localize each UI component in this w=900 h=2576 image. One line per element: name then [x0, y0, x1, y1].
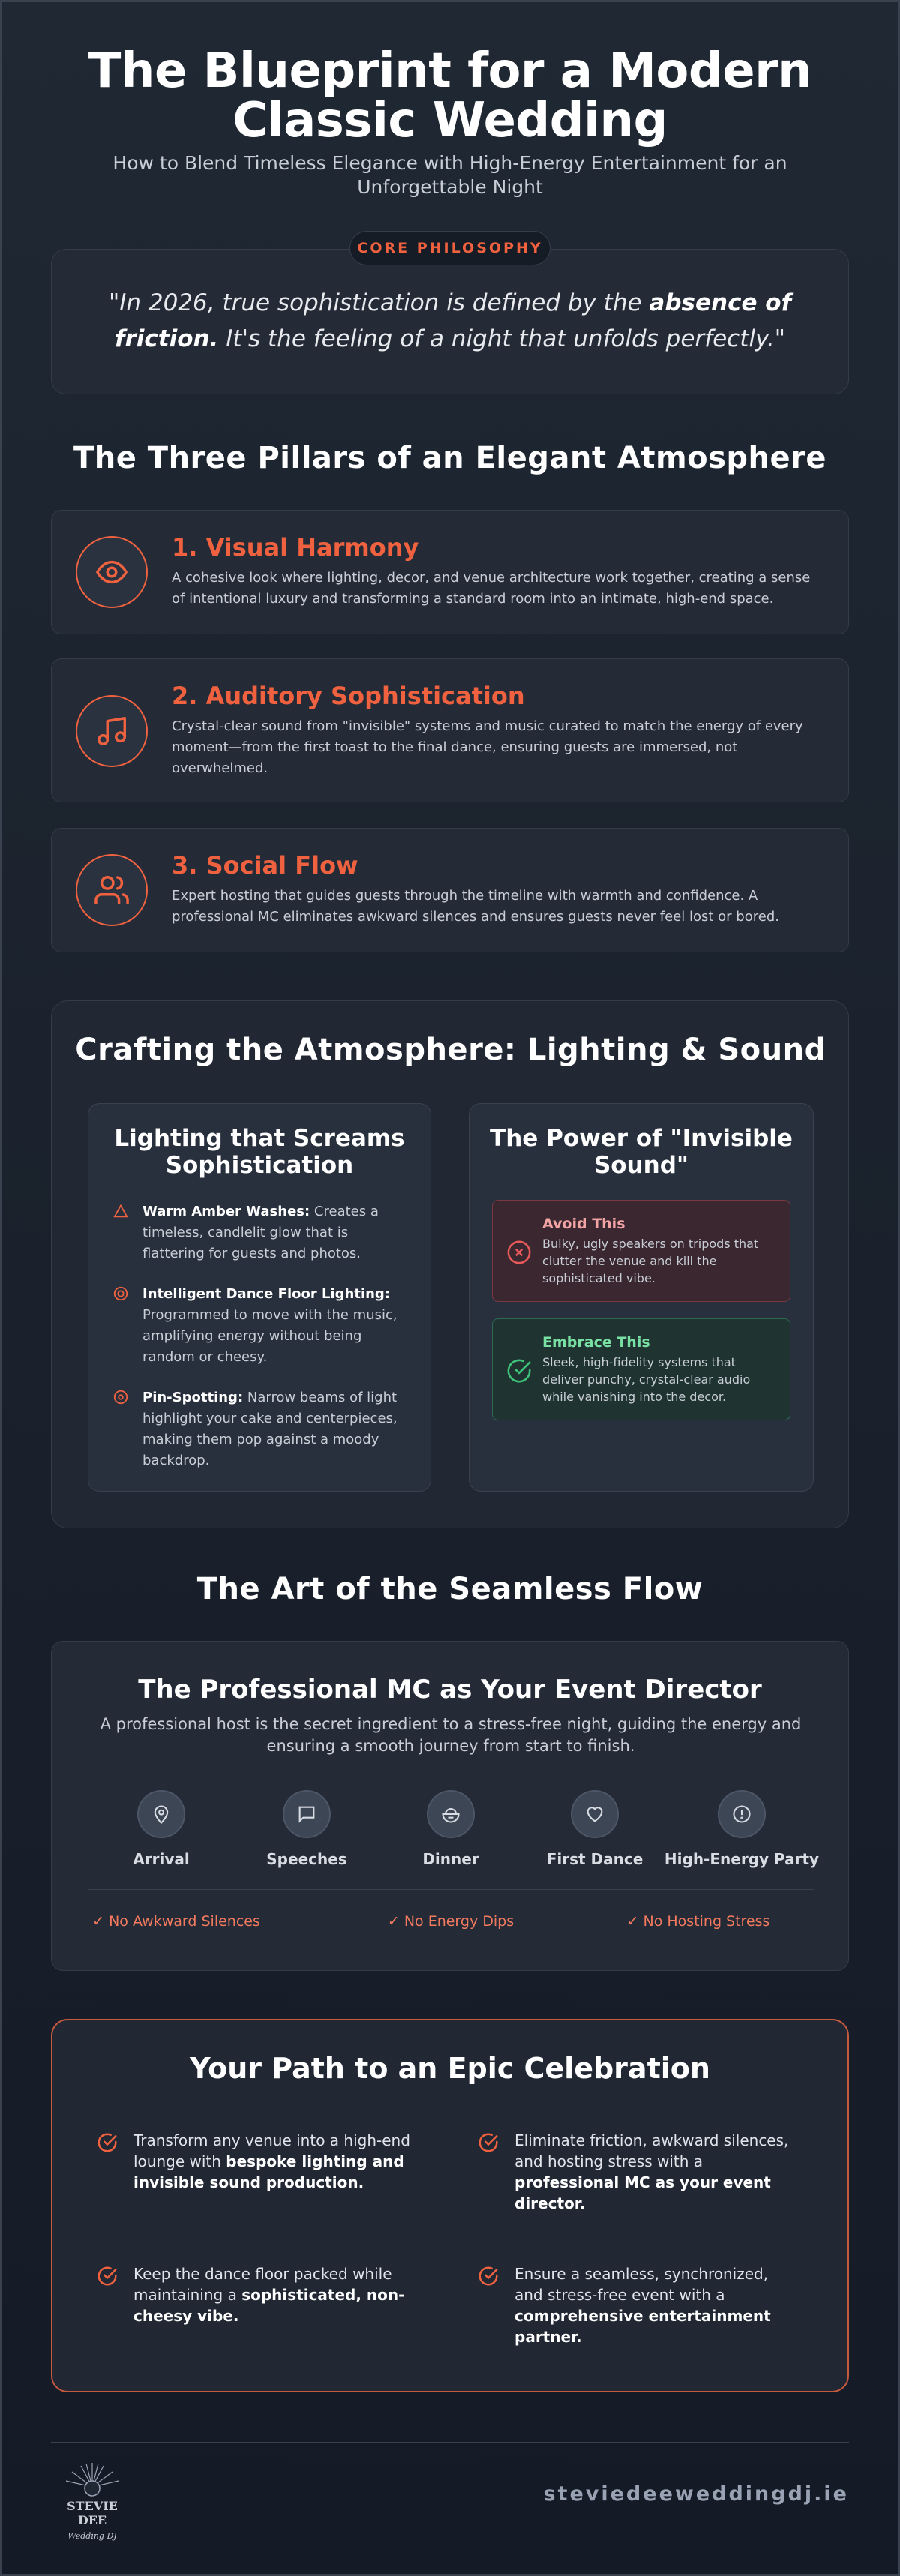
target-icon [112, 1285, 129, 1302]
eye-icon [76, 536, 148, 608]
spotlight-icon [112, 1389, 129, 1405]
quote-part-a: "In 2026, true sophistication is defined by the [108, 289, 650, 316]
pillar-desc: Crystal-clear sound from "invisible" systems and music curated to match the energy of every moment—from the first toast to the final dance, ensuring guests are immersed, not overwhelmed. [172, 718, 803, 776]
logo-text [51, 2499, 134, 2542]
step-first-dance [520, 1790, 670, 1868]
pillar-card-social [51, 828, 849, 952]
lighting-item-bold: Pin-Spotting: [142, 1390, 244, 1405]
dinner-bowl-icon [427, 1790, 475, 1838]
atmosphere-heading: Crafting the Atmosphere: Lighting & Sound [75, 1033, 826, 1067]
no-item: ✓ No Awkward Silences [92, 1913, 260, 1930]
step-label: Speeches [266, 1850, 347, 1868]
quote-part-b: It's the feeling of a night that unfolds perfectly." [218, 325, 786, 352]
pillar-title: 3. Social Flow [172, 851, 358, 880]
logo-sub: Wedding DJ [68, 2531, 117, 2541]
path-text: Eliminate friction, awkward silences, and hosting stress with a [514, 2131, 789, 2170]
title-line-1: The Blueprint for a Modern [88, 43, 812, 99]
avoid-title: Avoid This [542, 1216, 626, 1232]
lighting-item-text: Narrow beams of light highlight your cake and centerpieces, making them pop against a moody backdrop. [142, 1390, 398, 1468]
pillar-desc: A cohesive look where lighting, decor, and venue architecture work together, creating a sense of intentional luxury and transforming a standard room into an intimate, high-end space. [172, 570, 811, 607]
warning-triangle-icon [112, 1203, 129, 1219]
path-text: Transform any venue into a high-end lounge with [134, 2131, 410, 2170]
subtitle-line-2: Unforgettable Night [357, 176, 543, 198]
pillar-title: 2. Auditory Sophistication [172, 682, 525, 710]
path-bold: professional MC as your event director. [514, 2173, 771, 2212]
atmosphere-section [51, 1000, 849, 1528]
flow-heading: The Art of the Seamless Flow [196, 1572, 704, 1606]
flow-divider [88, 1889, 814, 1890]
lighting-item-text: Programmed to move with the music, amplifying energy without being random or cheesy. [142, 1307, 398, 1365]
no-item: ✓ No Energy Dips [387, 1913, 514, 1930]
title-line-2: Classic Wedding [232, 93, 668, 148]
flow-desc: A professional host is the secret ingredient to a stress-free night, guiding the energy and ensuring a smooth journey from start to finish. [100, 1715, 802, 1755]
path-bold: comprehensive entertainment partner. [514, 2307, 771, 2346]
step-label: Dinner [422, 1850, 479, 1868]
quote-bold: absence of friction. [114, 289, 792, 352]
music-note-icon [76, 695, 148, 767]
footer-divider [51, 2442, 849, 2443]
step-party [655, 1790, 829, 1868]
lighting-title-line-2: Sophistication [165, 1152, 354, 1179]
check-circle-icon [96, 2131, 118, 2154]
step-label: Arrival [133, 1850, 190, 1868]
lighting-title-line-1: Lighting that Screams [114, 1125, 405, 1152]
flow-title: The Professional MC as Your Event Director [138, 1675, 762, 1705]
step-label: High-Energy Party [664, 1850, 820, 1868]
path-text: Ensure a seamless, synchronized, and stress-free event with a [514, 2265, 769, 2304]
alert-circle-icon [718, 1790, 766, 1838]
speech-bubble-icon [283, 1790, 331, 1838]
flow-card [51, 1641, 849, 1971]
sound-title-line-1: The Power of "Invisible [490, 1125, 793, 1152]
lighting-title [88, 1125, 430, 1179]
page-subtitle [0, 151, 900, 199]
sound-title [470, 1125, 813, 1179]
path-card [51, 2019, 849, 2392]
path-bold: sophisticated, non-cheesy vibe. [134, 2286, 405, 2325]
lighting-item-bold: Intelligent Dance Floor Lighting: [142, 1286, 391, 1302]
embrace-box [492, 1318, 790, 1420]
philosophy-quote [82, 285, 818, 357]
website-link[interactable]: steviedeeweddingdj.ie [543, 2482, 849, 2506]
lighting-item-bold: Warm Amber Washes: [142, 1204, 310, 1219]
path-text: Keep the dance floor packed while maintaining a [134, 2265, 392, 2304]
path-title: Your Path to an Epic Celebration [190, 2052, 710, 2085]
step-dinner [376, 1790, 526, 1868]
step-arrival [86, 1790, 236, 1868]
avoid-box [492, 1200, 790, 1302]
no-item: ✓ No Hosting Stress [626, 1913, 770, 1930]
check-circle-icon [477, 2265, 500, 2287]
step-label: First Dance [546, 1850, 644, 1868]
step-speeches [232, 1790, 382, 1868]
check-circle-icon [96, 2265, 118, 2287]
pillar-desc: Expert hosting that guides guests through the timeline with warmth and confidence. A professional MC eliminates awkward silences and ensures guests never feel lost or bored. [172, 888, 779, 925]
pillar-card-auditory [51, 658, 849, 802]
x-circle-icon [506, 1240, 532, 1265]
avoid-desc: Bulky, ugly speakers on tripods that clutter the venue and kill the sophisticated vibe. [542, 1237, 759, 1285]
map-pin-icon [137, 1790, 185, 1838]
sound-title-line-2: Sound" [593, 1152, 689, 1179]
subtitle-line-1: How to Blend Timeless Elegance with High-Energy Entertainment for an [112, 152, 788, 174]
philosophy-badge: CORE PHILOSOPHY [350, 231, 550, 265]
heart-icon [571, 1790, 619, 1838]
lighting-card [88, 1103, 431, 1492]
page-title [0, 43, 900, 148]
users-icon [76, 854, 148, 926]
pillars-heading: The Three Pillars of an Elegant Atmosphere [73, 441, 827, 475]
check-circle-icon [506, 1358, 532, 1384]
embrace-desc: Sleek, high-fidelity systems that deliver punchy, crystal-clear audio while vanishing into the decor. [542, 1355, 751, 1404]
check-circle-icon [477, 2131, 500, 2154]
sound-card [469, 1103, 814, 1492]
logo-name: STEVIE DEE [67, 2499, 118, 2527]
pillar-card-visual [51, 510, 849, 634]
embrace-title: Embrace This [542, 1334, 650, 1351]
lighting-item-text: Creates a timeless, candlelit glow that is flattering for guests and photos. [142, 1204, 379, 1261]
path-bold: bespoke lighting and invisible sound production. [134, 2152, 404, 2191]
pillar-title: 1. Visual Harmony [172, 533, 419, 562]
